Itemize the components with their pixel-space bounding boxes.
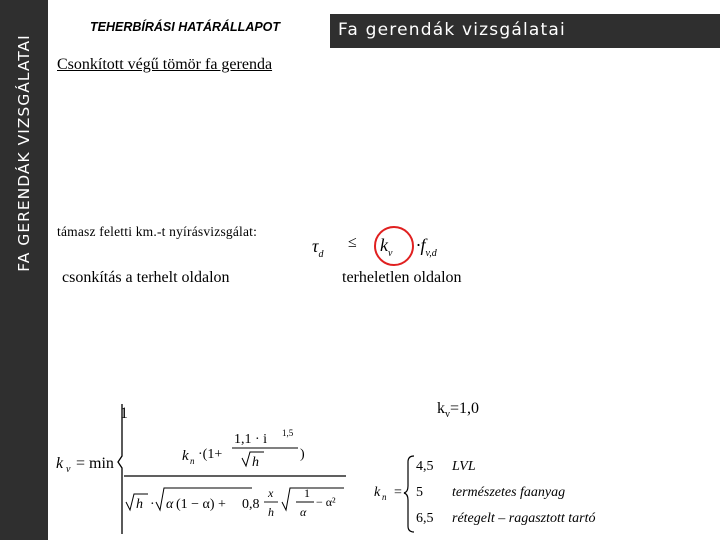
header-kicker: TEHERBÍRÁSI HATÁRÁLLAPOT [90,20,281,34]
kn-value-0: 4,5 [416,459,434,474]
min-option-one: 1 [120,405,128,422]
header-title-bar [330,14,720,48]
minus-alpha2: − α² [316,495,336,509]
kv-symbol: $k_v$ [380,235,393,259]
case-loaded-side: csonkítás a terhelt oldalon [62,269,230,286]
kn-value-2: 6,5 [416,511,434,526]
paren-close: ) [300,447,305,462]
kn-value-1: 5 [416,485,423,500]
case-unloaded-side: terheletlen oldalon [342,269,462,286]
kn-lhs-sub: n [382,492,387,502]
page-title: Fa gerendák vizsgálatai [338,20,566,40]
alpha-den: α [300,505,307,519]
frac-x: x [268,486,274,500]
kn-num-sub: n [190,456,195,466]
section-subtitle: Csonkított végű tömör fa gerenda [57,56,273,73]
den-c08: 0,8 [242,497,260,512]
fvd-symbol: $\cdot f_{v,d}$ [416,235,437,259]
coef-text: 1,1 · i [234,432,268,447]
sqrt-h: h [252,455,259,470]
kv-min-formula [52,396,352,540]
one-over: 1 [304,486,310,500]
den-paren: (1 − α) + [176,497,226,512]
kn-label-1: természetes faanyag [452,485,566,500]
sidebar-title: FA GERENDÁK VIZSGÁLATAI [15,34,33,272]
paren-open: ·(1+ [198,447,223,462]
tau-symbol: $\tau_d$ [312,236,324,260]
kn-label-0: LVL [452,459,476,474]
min-brace [118,404,122,534]
kn-label-2: rétegelt – ragasztott tartó [452,511,596,526]
den-dot: · [150,497,155,512]
kn-eq: = [394,485,402,500]
kn-num: k [182,448,189,464]
den-h: h [136,497,143,512]
frac-h: h [268,505,274,519]
kn-lhs: k [374,485,381,500]
kv-lhs-sub: v [66,464,71,475]
min-label: = min [76,455,114,472]
den-alpha: α [166,497,174,512]
coef-exp: 1,5 [282,428,294,438]
kn-brace [404,456,414,532]
kn-formula [370,452,650,536]
kv-lhs: k [56,455,64,472]
kv-value: $k_v=1,0$ [437,400,480,420]
sidebar [0,0,48,540]
support-check-text: támasz feletti km.-t nyírásvizsgálat: [57,224,258,239]
highlight-circle [374,226,414,266]
le-symbol: ≤ [348,234,357,251]
